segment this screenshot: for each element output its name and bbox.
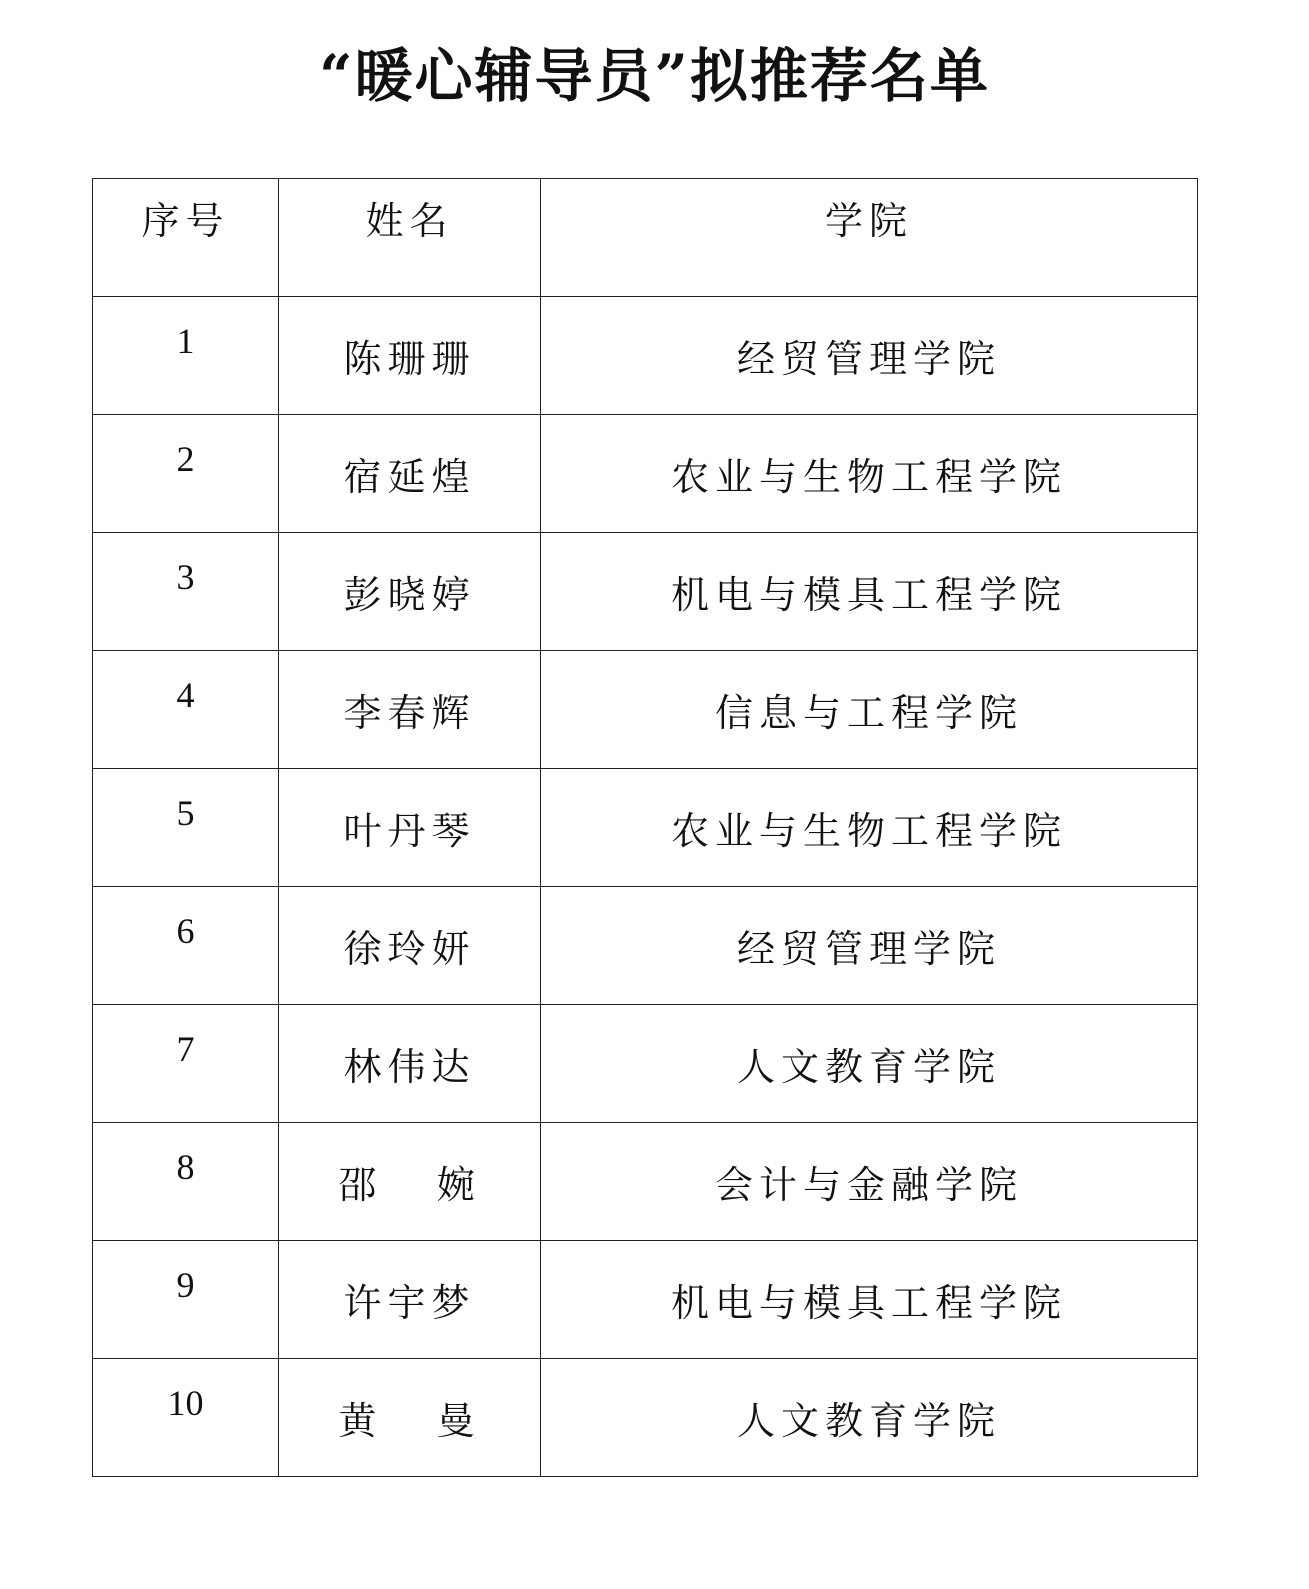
table-row bbox=[93, 769, 1198, 887]
cell-no bbox=[93, 651, 279, 769]
header-cell-college bbox=[541, 179, 1198, 297]
person-name: 徐玲妍 bbox=[343, 927, 476, 971]
cell-college bbox=[541, 533, 1198, 651]
row-number: 5 bbox=[176, 793, 195, 833]
person-name: 黄 曼 bbox=[338, 1399, 481, 1443]
college-name: 信息与工程学院 bbox=[714, 691, 1023, 735]
row-number: 2 bbox=[176, 439, 195, 479]
row-number: 10 bbox=[167, 1383, 204, 1423]
table-row bbox=[93, 1005, 1198, 1123]
row-number: 9 bbox=[176, 1265, 195, 1305]
cell-no bbox=[93, 415, 279, 533]
person-name: 彭晓婷 bbox=[343, 573, 476, 617]
cell-name bbox=[279, 887, 541, 1005]
cell-college bbox=[541, 887, 1198, 1005]
cell-college bbox=[541, 297, 1198, 415]
cell-college bbox=[541, 1359, 1198, 1477]
table-row bbox=[93, 415, 1198, 533]
cell-name bbox=[279, 1123, 541, 1241]
table-row bbox=[93, 887, 1198, 1005]
cell-name bbox=[279, 769, 541, 887]
person-name: 宿延煌 bbox=[343, 455, 476, 499]
header-cell-no bbox=[93, 179, 279, 297]
college-name: 人文教育学院 bbox=[736, 1399, 1001, 1443]
table-row bbox=[93, 1241, 1198, 1359]
row-number: 4 bbox=[176, 675, 195, 715]
row-number: 1 bbox=[176, 321, 195, 361]
table-row bbox=[93, 533, 1198, 651]
table-row bbox=[93, 1359, 1198, 1477]
person-name: 林伟达 bbox=[343, 1045, 476, 1089]
cell-college bbox=[541, 651, 1198, 769]
cell-no bbox=[93, 887, 279, 1005]
cell-no bbox=[93, 1005, 279, 1123]
college-name: 机电与模具工程学院 bbox=[670, 1281, 1067, 1325]
header-college-label: 学院 bbox=[824, 199, 913, 243]
table-header-row bbox=[93, 179, 1198, 297]
person-name: 陈珊珊 bbox=[343, 337, 476, 381]
person-name: 叶丹琴 bbox=[343, 809, 476, 853]
cell-name bbox=[279, 415, 541, 533]
cell-no bbox=[93, 1359, 279, 1477]
row-number: 3 bbox=[176, 557, 195, 597]
college-name: 会计与金融学院 bbox=[714, 1163, 1023, 1207]
college-name: 人文教育学院 bbox=[736, 1045, 1001, 1089]
college-name: 农业与生物工程学院 bbox=[670, 809, 1067, 853]
college-name: 农业与生物工程学院 bbox=[670, 455, 1067, 499]
college-name: 经贸管理学院 bbox=[736, 927, 1001, 971]
row-number: 7 bbox=[176, 1029, 195, 1069]
cell-name bbox=[279, 651, 541, 769]
cell-no bbox=[93, 1241, 279, 1359]
cell-no bbox=[93, 769, 279, 887]
row-number: 8 bbox=[176, 1147, 195, 1187]
cell-college bbox=[541, 1241, 1198, 1359]
cell-college bbox=[541, 415, 1198, 533]
table-row bbox=[93, 297, 1198, 415]
cell-name bbox=[279, 1241, 541, 1359]
person-name: 许宇梦 bbox=[343, 1281, 476, 1325]
cell-college bbox=[541, 1123, 1198, 1241]
cell-name bbox=[279, 297, 541, 415]
college-name: 机电与模具工程学院 bbox=[670, 573, 1067, 617]
cell-no bbox=[93, 297, 279, 415]
row-number: 6 bbox=[176, 911, 195, 951]
recommendation-table bbox=[92, 178, 1198, 1477]
college-name: 经贸管理学院 bbox=[736, 337, 1001, 381]
person-name: 邵 婉 bbox=[338, 1163, 481, 1207]
table-row bbox=[93, 1123, 1198, 1241]
cell-no bbox=[93, 533, 279, 651]
page-title: “暖心辅导员”拟推荐名单 bbox=[319, 42, 990, 110]
table-row bbox=[93, 651, 1198, 769]
cell-name bbox=[279, 1359, 541, 1477]
cell-name bbox=[279, 533, 541, 651]
person-name: 李春辉 bbox=[343, 691, 476, 735]
header-no-label: 序号 bbox=[141, 199, 230, 243]
cell-no bbox=[93, 1123, 279, 1241]
header-name-label: 姓名 bbox=[365, 199, 454, 243]
cell-college bbox=[541, 1005, 1198, 1123]
header-cell-name bbox=[279, 179, 541, 297]
cell-name bbox=[279, 1005, 541, 1123]
cell-college bbox=[541, 769, 1198, 887]
